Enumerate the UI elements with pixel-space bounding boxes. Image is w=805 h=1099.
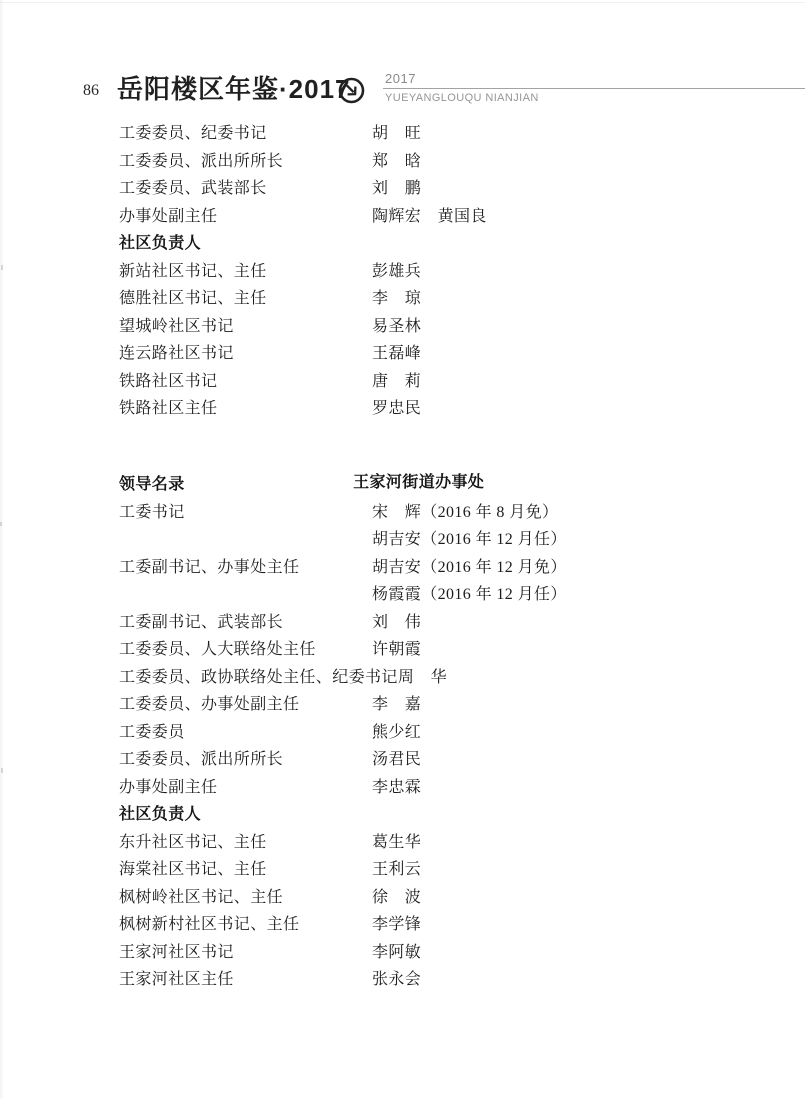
position-label: 工委副书记、办事处主任 bbox=[119, 558, 300, 576]
person-name: 胡吉安（2016 年 12 月免） bbox=[372, 558, 567, 576]
directory-row bbox=[119, 146, 699, 174]
person-name: 陶辉宏 黄国良 bbox=[372, 207, 487, 225]
position-label: 工委委员、办事处副主任 bbox=[119, 696, 300, 714]
header-series-label: YUEYANGLOUQU NIANJIAN bbox=[385, 92, 539, 104]
directory-row bbox=[119, 366, 699, 394]
directory-row bbox=[119, 118, 699, 146]
position-label: 工委书记 bbox=[119, 503, 185, 521]
position-label: 工委委员、政协联络处主任、纪委书记 bbox=[119, 668, 398, 686]
person-name: 王磊峰 bbox=[372, 345, 422, 363]
directory-row bbox=[119, 393, 699, 421]
directory-row bbox=[119, 524, 699, 552]
person-name: 彭雄兵 bbox=[372, 262, 422, 280]
directory-row bbox=[119, 854, 699, 882]
directory-row bbox=[119, 256, 699, 284]
directory-row bbox=[119, 201, 699, 229]
directory-row bbox=[119, 717, 699, 745]
person-name: 刘 鹏 bbox=[372, 180, 422, 198]
person-name: 唐 莉 bbox=[372, 372, 422, 390]
person-name: 罗忠民 bbox=[372, 400, 422, 418]
circle-down-right-arrow-icon bbox=[337, 76, 366, 105]
position-label: 工委委员、武装部长 bbox=[119, 180, 267, 198]
position-label: 社区负责人 bbox=[119, 806, 202, 824]
person-name: 胡吉安（2016 年 12 月任） bbox=[372, 531, 567, 549]
scan-speck bbox=[0, 522, 2, 526]
person-name: 徐 波 bbox=[372, 888, 422, 906]
position-label: 连云路社区书记 bbox=[119, 345, 234, 363]
person-name: 胡 旺 bbox=[372, 125, 422, 143]
header-year-label: 2017 bbox=[385, 71, 416, 86]
directory-row bbox=[119, 552, 699, 580]
person-name: 李 琼 bbox=[372, 290, 422, 308]
directory-row bbox=[119, 607, 699, 635]
person-name: 易圣林 bbox=[372, 317, 422, 335]
person-name: 熊少红 bbox=[372, 723, 422, 741]
person-name: 许朝霞 bbox=[372, 641, 422, 659]
directory-row bbox=[119, 228, 699, 256]
position-label: 新站社区书记、主任 bbox=[119, 262, 267, 280]
person-name: 李学锋 bbox=[372, 916, 422, 934]
position-label: 工委委员、人大联络处主任 bbox=[119, 641, 316, 659]
person-name: 王利云 bbox=[372, 861, 422, 879]
person-name: 李阿敏 bbox=[372, 943, 422, 961]
person-name: 周 华 bbox=[397, 668, 448, 686]
person-name: 郑 晗 bbox=[372, 152, 422, 170]
scan-artifact-top-edge bbox=[0, 2, 805, 3]
directory-row bbox=[119, 173, 699, 201]
person-name: 李忠霖 bbox=[372, 778, 422, 796]
position-label: 枫树岭社区书记、主任 bbox=[119, 888, 284, 906]
directory-row bbox=[119, 744, 699, 772]
directory-row bbox=[119, 827, 699, 855]
position-label: 东升社区书记、主任 bbox=[119, 833, 267, 851]
position-label: 工委副书记、武装部长 bbox=[119, 613, 284, 631]
person-name: 杨霞霞（2016 年 12 月任） bbox=[372, 586, 567, 604]
position-label: 工委委员、纪委书记 bbox=[119, 125, 267, 143]
position-label: 王家河街道办事处 bbox=[353, 474, 485, 491]
directory-list bbox=[119, 118, 699, 992]
position-label: 社区负责人 bbox=[119, 235, 202, 253]
person-name: 宋 辉（2016 年 8 月免） bbox=[372, 503, 559, 521]
position-label: 德胜社区书记、主任 bbox=[119, 290, 267, 308]
position-label: 工委委员、派出所所长 bbox=[119, 152, 284, 170]
person-name: 李 嘉 bbox=[372, 696, 422, 714]
position-label: 铁路社区书记 bbox=[119, 372, 218, 390]
position-label: 枫树新村社区书记、主任 bbox=[119, 916, 300, 934]
person-name: 张永会 bbox=[372, 971, 422, 989]
position-label: 海棠社区书记、主任 bbox=[119, 861, 267, 879]
directory-row bbox=[119, 497, 699, 525]
position-label: 王家河社区主任 bbox=[119, 971, 234, 989]
scan-artifact-left-edge bbox=[0, 0, 4, 1099]
scan-speck bbox=[1, 265, 3, 270]
directory-row bbox=[119, 634, 699, 662]
position-label: 办事处副主任 bbox=[119, 778, 218, 796]
scan-speck bbox=[1, 768, 3, 773]
position-label: 望城岭社区书记 bbox=[119, 317, 234, 335]
directory-row bbox=[119, 799, 699, 827]
directory-row bbox=[119, 689, 699, 717]
directory-row bbox=[119, 772, 699, 800]
directory-row bbox=[119, 311, 699, 339]
position-label: 工委委员、派出所所长 bbox=[119, 751, 284, 769]
directory-row bbox=[119, 882, 699, 910]
page-number: 86 bbox=[83, 82, 99, 99]
directory-row bbox=[119, 909, 699, 937]
position-label: 王家河社区书记 bbox=[119, 943, 234, 961]
position-label: 领导名录 bbox=[119, 476, 185, 494]
page-title: 岳阳楼区年鉴·2017 bbox=[117, 74, 351, 104]
person-name: 刘 伟 bbox=[372, 613, 422, 631]
directory-row bbox=[119, 338, 699, 366]
position-label: 工委委员 bbox=[119, 723, 185, 741]
directory-row bbox=[119, 964, 699, 992]
header-rule bbox=[383, 88, 805, 89]
directory-row bbox=[119, 937, 699, 965]
directory-row bbox=[119, 579, 699, 607]
person-name: 汤君民 bbox=[372, 751, 422, 769]
directory-row bbox=[119, 283, 699, 311]
directory-row bbox=[119, 662, 699, 690]
position-label: 办事处副主任 bbox=[119, 207, 218, 225]
position-label: 铁路社区主任 bbox=[119, 400, 218, 418]
person-name: 葛生华 bbox=[372, 833, 422, 851]
